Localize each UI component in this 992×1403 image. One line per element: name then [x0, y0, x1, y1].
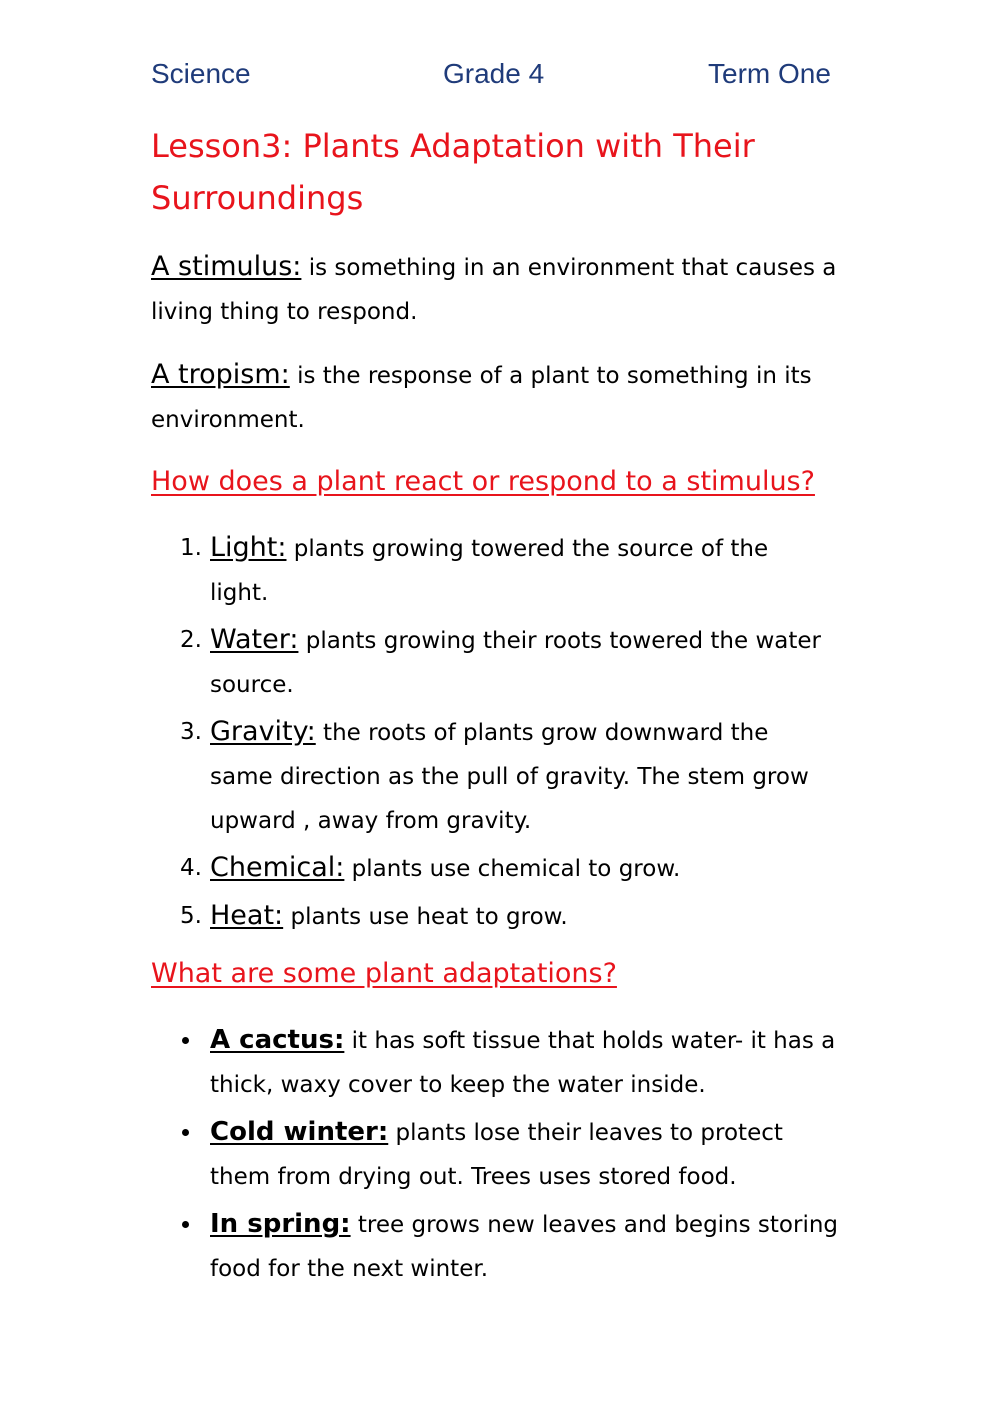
stimulus-response-heading: How does a plant react or respond to a stimulus?	[151, 466, 815, 497]
definition-text: is the response of a plant to something in its environment.	[151, 363, 812, 433]
stimulus-term: Chemical:	[210, 852, 345, 883]
definition-term: A stimulus:	[151, 251, 302, 282]
list-item	[151, 618, 831, 707]
definition-text: is something in an environment that causes a living thing to respond.	[151, 255, 837, 325]
bullet-icon	[182, 1129, 189, 1136]
adaptation-text: plants lose their leaves to protect them from drying out. Trees uses stored food.	[210, 1120, 783, 1190]
stimulus-text: the roots of plants grow downward the same direction as the pull of gravity. The stem grow upward , away from gravity.	[210, 720, 809, 834]
adaptations-heading: What are some plant adaptations?	[151, 958, 617, 989]
definition-term: A tropism:	[151, 359, 290, 390]
adaptation-term: A cactus:	[210, 1025, 345, 1055]
list-item	[151, 894, 831, 939]
bullet-icon	[182, 1221, 189, 1228]
stimulus-text: plants growing towered the source of the light.	[210, 536, 769, 606]
list-number: 2.	[180, 627, 202, 653]
list-number: 5.	[180, 903, 202, 929]
stimulus-term: Water:	[210, 624, 299, 655]
adaptation-text: tree grows new leaves and begins storing food for the next winter.	[210, 1212, 839, 1282]
stimulus-term: Heat:	[210, 900, 284, 931]
lesson-title: Lesson3: Plants Adaptation with Their Surroundings	[151, 127, 755, 217]
adaptation-text: it has soft tissue that holds water- it has a thick, waxy cover to keep the water inside.	[210, 1028, 836, 1098]
stimulus-term: Gravity:	[210, 716, 316, 747]
adaptation-list	[151, 1018, 841, 1294]
list-number: 1.	[180, 535, 202, 561]
stimulus-term: Light:	[210, 532, 287, 563]
header-subject: Science	[151, 58, 251, 89]
stimulus-text: plants growing their roots towered the water source.	[210, 628, 821, 698]
stimulus-text: plants use heat to grow.	[283, 904, 568, 930]
page-header	[151, 58, 843, 102]
header-term: Term One	[708, 58, 831, 89]
list-number: 4.	[180, 855, 202, 881]
adaptation-term: In spring:	[210, 1209, 351, 1239]
list-number: 3.	[180, 719, 202, 745]
header-grade: Grade 4	[443, 58, 545, 89]
adaptation-term: Cold winter:	[210, 1117, 389, 1147]
list-item	[151, 846, 831, 891]
list-item	[151, 710, 831, 843]
stimulus-list	[151, 526, 831, 942]
stimulus-text: plants use chemical to grow.	[344, 856, 681, 882]
bullet-icon	[182, 1037, 189, 1044]
definition-stimulus	[151, 245, 841, 334]
list-item	[151, 1202, 841, 1291]
list-item	[151, 1110, 841, 1199]
definition-tropism	[151, 353, 841, 442]
list-item	[151, 1018, 841, 1107]
list-item	[151, 526, 831, 615]
